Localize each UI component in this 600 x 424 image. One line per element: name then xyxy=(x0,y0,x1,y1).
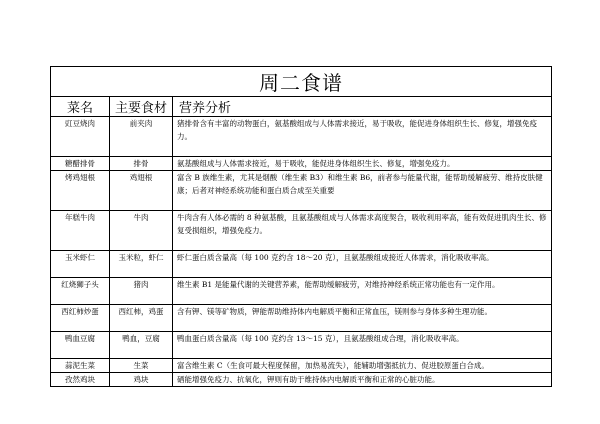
dish-name-cell: 玉米虾仁 xyxy=(51,251,110,278)
analysis-cell: 鸭血蛋白质含量高（每 100 克约含 13～15 克），且氨基酸组成合理，消化吸收率高。 xyxy=(173,332,552,359)
dish-name-cell: 年糕牛肉 xyxy=(51,211,110,251)
dish-name-cell: 烤鸡翅根 xyxy=(51,171,110,211)
dish-name-cell: 糖醋排骨 xyxy=(51,157,110,171)
header-ingredient: 主要食材 xyxy=(110,97,173,117)
analysis-cell: 氨基酸组成与人体需求接近，易于吸收，能促进身体组织生长、修复，增强免疫力。 xyxy=(173,157,552,171)
analysis-cell: 牛肉含有人体必需的 8 种氨基酸，且氨基酸组成与人体需求高度契合，吸收利用率高，能有效促进肌肉生长、修复受损组织，增强免疫力。 xyxy=(173,211,552,251)
analysis-cell: 虾仁蛋白质含量高（每 100 克约含 18～20 克），且氨基酸组成接近人体需求，消化吸收率高。 xyxy=(173,251,552,278)
table-row xyxy=(51,278,552,305)
table-row xyxy=(51,332,552,359)
analysis-cell: 硒能增强免疫力、抗氧化，钾则有助于维持体内电解质平衡和正常的心脏功能。 xyxy=(173,373,552,387)
table-row xyxy=(51,211,552,251)
ingredient-cell: 生菜 xyxy=(110,359,173,373)
ingredient-cell: 前夹肉 xyxy=(110,117,173,157)
ingredient-cell: 玉米粒，虾仁 xyxy=(110,251,173,278)
table-row xyxy=(51,251,552,278)
analysis-cell: 猪排骨含有丰富的动物蛋白，氨基酸组成与人体需求接近，易于吸收，能促进身体组织生长、修复，增强免疫力。 xyxy=(173,117,552,157)
ingredient-cell: 鸡块 xyxy=(110,373,173,387)
table-row xyxy=(51,157,552,171)
dish-name-cell: 鸭血豆腐 xyxy=(51,332,110,359)
ingredient-cell: 鸭血，豆腐 xyxy=(110,332,173,359)
table-row xyxy=(51,305,552,332)
menu-table xyxy=(50,66,552,387)
dish-name-cell: 豇豆烧肉 xyxy=(51,117,110,157)
table-row xyxy=(51,359,552,373)
analysis-cell: 富含维生素 C（生食可最大程度保留，加热易流失），能辅助增强抵抗力、促进胶原蛋白合成。 xyxy=(173,359,552,373)
ingredient-cell: 猪肉 xyxy=(110,278,173,305)
table-row xyxy=(51,171,552,211)
page-title: 周二食谱 xyxy=(51,67,552,97)
table-row xyxy=(51,117,552,157)
dish-name-cell: 孜然鸡块 xyxy=(51,373,110,387)
table-row xyxy=(51,373,552,387)
analysis-cell: 维生素 B1 是能量代谢的关键营养素，能帮助缓解疲劳，对维持神经系统正常功能也有一定作用。 xyxy=(173,278,552,305)
title-row xyxy=(51,67,552,97)
header-row xyxy=(51,97,552,117)
analysis-cell: 富含 B 族维生素，尤其是烟酸（维生素 B3）和维生素 B6，前者参与能量代谢，能帮助缓解疲劳、维持皮肤健康；后者对神经系统功能和蛋白质合成至关重要 xyxy=(173,171,552,211)
ingredient-cell: 牛肉 xyxy=(110,211,173,251)
dish-name-cell: 红烧狮子头 xyxy=(51,278,110,305)
ingredient-cell: 排骨 xyxy=(110,157,173,171)
dish-name-cell: 蒜泥生菜 xyxy=(51,359,110,373)
header-dish-name: 菜名 xyxy=(51,97,110,117)
header-analysis: 营养分析 xyxy=(173,97,552,117)
dish-name-cell: 西红柿炒蛋 xyxy=(51,305,110,332)
analysis-cell: 含有钾、镁等矿物质，钾能帮助维持体内电解质平衡和正常血压，镁则参与身体多种生理功能。 xyxy=(173,305,552,332)
ingredient-cell: 鸡翅根 xyxy=(110,171,173,211)
ingredient-cell: 西红柿，鸡蛋 xyxy=(110,305,173,332)
